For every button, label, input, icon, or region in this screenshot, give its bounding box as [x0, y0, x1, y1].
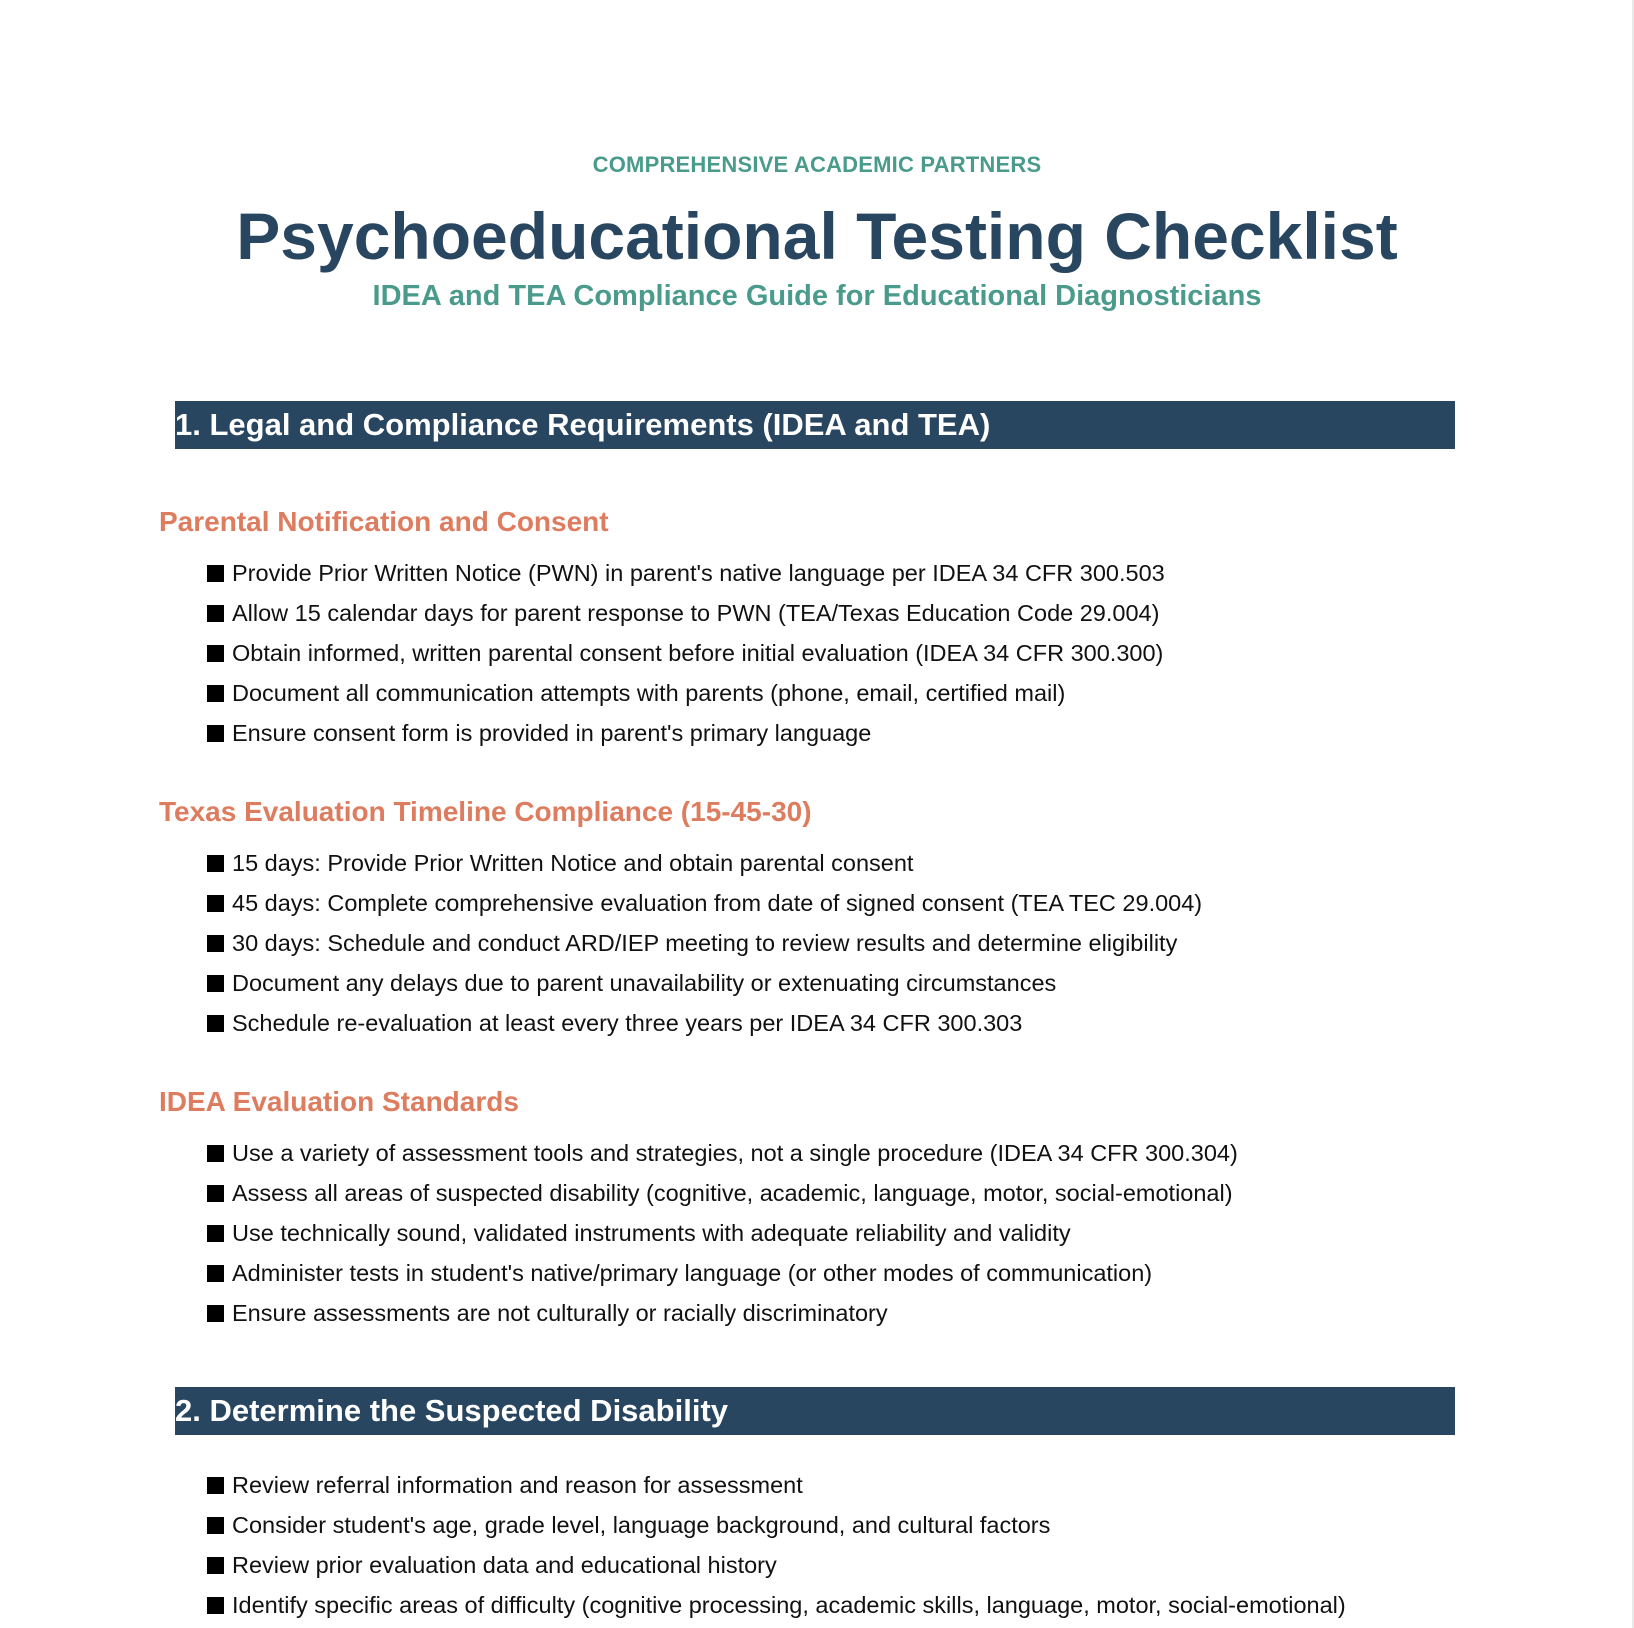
checkbox-square-icon: [207, 895, 224, 912]
page-title: Psychoeducational Testing Checklist: [236, 199, 1398, 273]
checkbox-square-icon: [207, 1265, 224, 1282]
checkbox-square-icon: [207, 1305, 224, 1322]
checklist-item-text: Use a variety of assessment tools and strategies, not a single procedure (IDEA 34 CFR 300.304): [232, 1139, 1238, 1166]
checklist-parental-consent: [207, 553, 1165, 753]
checkbox-square-icon: [207, 975, 224, 992]
checkbox-square-icon: [207, 1185, 224, 1202]
checklist-item-text: Schedule re-evaluation at least every three years per IDEA 34 CFR 300.303: [232, 1009, 1023, 1036]
checklist-item: [207, 593, 1165, 633]
checklist-texas-timeline: [207, 843, 1202, 1043]
checklist-item: [207, 1253, 1238, 1293]
checklist-item: [207, 963, 1202, 1003]
checkbox-square-icon: [207, 1015, 224, 1032]
organization-name: COMPREHENSIVE ACADEMIC PARTNERS: [592, 152, 1042, 177]
checklist-item-text: 15 days: Provide Prior Written Notice and obtain parental consent: [232, 849, 914, 876]
checklist-item: [207, 1465, 1346, 1505]
checklist-item: [207, 1585, 1346, 1625]
checklist-item-text: Obtain informed, written parental consent before initial evaluation (IDEA 34 CFR 300.300): [232, 639, 1164, 666]
checklist-item-text: Provide Prior Written Notice (PWN) in parent's native language per IDEA 34 CFR 300.503: [232, 559, 1165, 586]
checklist-item-text: Document any delays due to parent unavailability or extenuating circumstances: [232, 969, 1057, 996]
checkbox-square-icon: [207, 565, 224, 582]
checklist-item: [207, 1545, 1346, 1585]
checklist-item-text: Document all communication attempts with parents (phone, email, certified mail): [232, 679, 1066, 706]
page-subtitle: IDEA and TEA Compliance Guide for Educational Diagnosticians: [372, 280, 1262, 312]
checklist-idea-standards: [207, 1133, 1238, 1333]
subheading-idea-standards: IDEA Evaluation Standards: [159, 1086, 519, 1117]
checkbox-square-icon: [207, 935, 224, 952]
checkbox-square-icon: [207, 1557, 224, 1574]
checklist-item-text: Identify specific areas of difficulty (cognitive processing, academic skills, language, motor, social-emotional): [232, 1591, 1346, 1618]
checklist-item-text: Ensure assessments are not culturally or racially discriminatory: [232, 1299, 888, 1326]
checkbox-square-icon: [207, 725, 224, 742]
section-heading-suspected-disability: 2. Determine the Suspected Disability: [175, 1387, 1455, 1435]
checklist-item: [207, 1293, 1238, 1333]
checklist-item-text: Consider student's age, grade level, language background, and cultural factors: [232, 1511, 1051, 1538]
section-heading-legal-compliance: 1. Legal and Compliance Requirements (IDEA and TEA): [175, 401, 1455, 449]
subheading-texas-timeline: Texas Evaluation Timeline Compliance (15-45-30): [159, 796, 812, 827]
checklist-item: [207, 673, 1165, 713]
checklist-item-text: Review prior evaluation data and educational history: [232, 1551, 777, 1578]
checklist-item: [207, 1213, 1238, 1253]
checklist-item-text: Use technically sound, validated instruments with adequate reliability and validity: [232, 1219, 1071, 1246]
checkbox-square-icon: [207, 1145, 224, 1162]
checklist-item: [207, 1133, 1238, 1173]
checklist-item: [207, 553, 1165, 593]
checkbox-square-icon: [207, 855, 224, 872]
checkbox-square-icon: [207, 1597, 224, 1614]
subheading-parental-consent: Parental Notification and Consent: [159, 506, 609, 537]
checklist-item-text: Allow 15 calendar days for parent response to PWN (TEA/Texas Education Code 29.004): [232, 599, 1160, 626]
checkbox-square-icon: [207, 1477, 224, 1494]
checklist-item: [207, 883, 1202, 923]
checklist-item-text: 30 days: Schedule and conduct ARD/IEP meeting to review results and determine eligibility: [232, 929, 1178, 956]
checklist-item: [207, 923, 1202, 963]
checklist-item: [207, 1003, 1202, 1043]
checklist-suspected-disability: [207, 1465, 1346, 1625]
checklist-item-text: Ensure consent form is provided in parent's primary language: [232, 719, 872, 746]
checkbox-square-icon: [207, 645, 224, 662]
checkbox-square-icon: [207, 605, 224, 622]
checkbox-square-icon: [207, 1517, 224, 1534]
checklist-item-text: Administer tests in student's native/primary language (or other modes of communication): [232, 1259, 1153, 1286]
checkbox-square-icon: [207, 685, 224, 702]
checklist-item-text: 45 days: Complete comprehensive evaluation from date of signed consent (TEA TEC 29.004): [232, 889, 1203, 916]
checklist-item-text: Assess all areas of suspected disability (cognitive, academic, language, motor, social-emotional): [232, 1179, 1233, 1206]
checklist-item: [207, 713, 1165, 753]
checklist-item: [207, 633, 1165, 673]
checklist-item: [207, 843, 1202, 883]
checklist-item: [207, 1505, 1346, 1545]
checklist-item-text: Review referral information and reason for assessment: [232, 1471, 803, 1498]
checkbox-square-icon: [207, 1225, 224, 1242]
checklist-item: [207, 1173, 1238, 1213]
